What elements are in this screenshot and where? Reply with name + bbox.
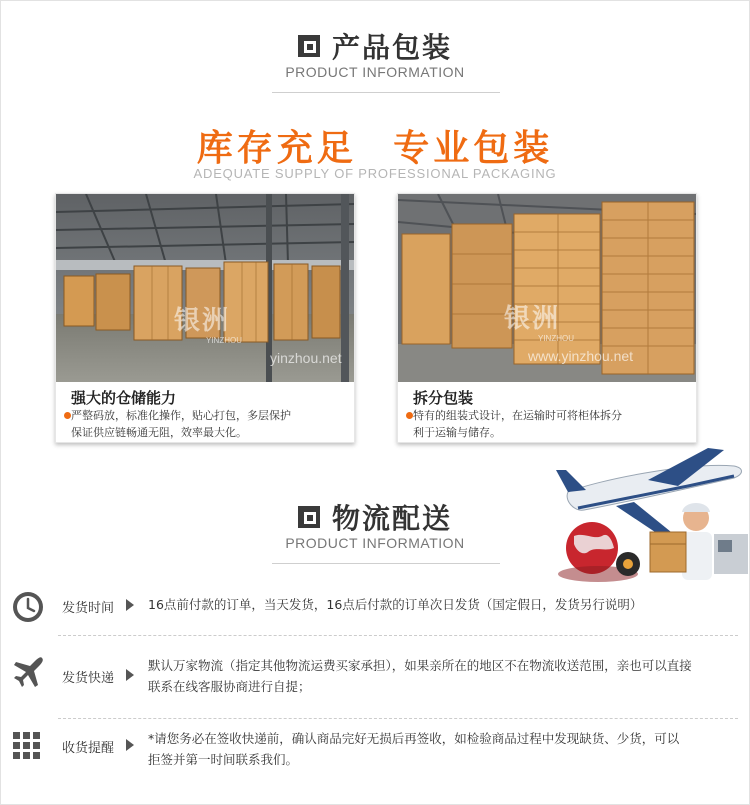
- bullet-icon: [64, 412, 71, 419]
- row-text-receipt-1: *请您务必在签收快递前，确认商品完好无损后再签收，如检验商品过程中发现缺货、少货，可以: [148, 731, 680, 746]
- watermark-small: YINZHOU: [538, 334, 574, 343]
- row-label-receipt: 收货提醒: [62, 741, 115, 756]
- watermark-url: www.yinzhou.net: [528, 348, 634, 364]
- logistics-section-subtitle: PRODUCT INFORMATION: [285, 535, 465, 551]
- product-section-rule: [272, 92, 500, 93]
- card-title: 拆分包装: [413, 389, 474, 407]
- watermark-small: YINZHOU: [206, 336, 242, 345]
- divider: [58, 635, 738, 636]
- card-line-2: 利于运输与储存。: [413, 426, 501, 439]
- watermark-brand: 银洲: [174, 306, 231, 336]
- clock-icon: [12, 591, 44, 627]
- watermark-url: yinzhou.net: [270, 350, 342, 366]
- banner-subtitle: ADEQUATE SUPPLY OF PROFESSIONAL PACKAGING: [193, 166, 557, 181]
- logistics-section-title-wrap: [298, 497, 452, 537]
- divider: [58, 718, 738, 719]
- row-label-time: 发货时间: [62, 601, 115, 616]
- bullet-icon: [406, 412, 413, 419]
- product-section-title-wrap: [298, 26, 452, 66]
- warehouse-photo: [56, 194, 354, 382]
- product-section-heading: [0, 26, 750, 66]
- row-label-courier: 发货快递: [62, 671, 115, 686]
- product-section-subtitle: PRODUCT INFORMATION: [285, 64, 465, 80]
- delivery-illustration: [538, 440, 748, 588]
- row-text-courier-2: 联系在线客服协商进行自提；: [148, 679, 311, 694]
- row-text-time: 16点前付款的订单，当天发货，16点后付款的订单次日发货（国定假日，发货另行说明）: [148, 597, 643, 612]
- row-text-courier-1: 默认万家物流（指定其他物流运费买家承担），如果亲所在的地区不在物流收送范围，亲也可以直接: [148, 658, 692, 673]
- boxes-photo: [398, 194, 696, 382]
- grid-icon: [12, 731, 42, 765]
- product-section-title: 产品包装: [331, 31, 452, 64]
- arrow-right-icon: [126, 669, 134, 681]
- arrow-right-icon: [126, 739, 134, 751]
- row-text-receipt-2: 拒签并第一时间联系我们。: [148, 752, 299, 767]
- square-mark-icon: [298, 35, 320, 57]
- square-mark-icon: [298, 506, 320, 528]
- logistics-section-title: 物流配送: [331, 502, 452, 535]
- airplane-icon: [12, 655, 46, 693]
- banner-title: 库存充足 专业包装: [196, 128, 554, 169]
- card-line-2: 保证供应链畅通无阻，效率最大化。: [71, 426, 247, 439]
- warehouse-card: [55, 193, 355, 443]
- watermark-brand: 银洲: [504, 304, 561, 334]
- logistics-section-rule: [272, 563, 500, 564]
- arrow-right-icon: [126, 599, 134, 611]
- card-line-1: 特有的组装式设计，在运输时可将柜体拆分: [413, 409, 622, 422]
- card-title: 强大的仓储能力: [71, 389, 177, 407]
- split-packaging-card: [397, 193, 697, 443]
- card-line-1: 严整码放，标准化操作，贴心打包，多层保护: [71, 409, 291, 422]
